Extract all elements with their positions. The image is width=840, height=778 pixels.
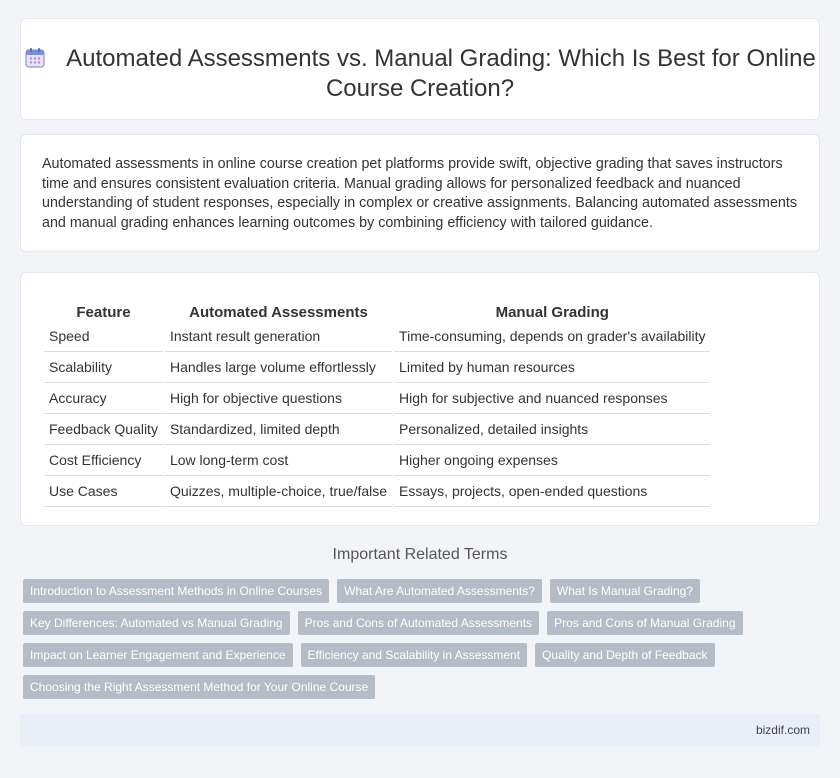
cell-manual: Time-consuming, depends on grader's availability [394, 321, 710, 352]
cell-automated: High for objective questions [165, 383, 392, 414]
calendar-icon [24, 47, 46, 69]
comparison-table [42, 295, 712, 507]
table-row [44, 352, 710, 383]
cell-feature: Accuracy [44, 383, 163, 414]
intro-paragraph: Automated assessments in online course creation pet platforms provide swift, objective grading that saves instructors time and ensures consistent evaluation criteria. Manual grading allows for personalized feedback and nuanced understanding of student responses, especially in complex or creative assignments. Balancing automated assessments and manual grading enhances learning outcomes by combining efficiency with tailored guidance. [42, 156, 797, 231]
related-term-link[interactable]: Introduction to Assessment Methods in Online Courses [23, 579, 329, 603]
table-row [44, 321, 710, 352]
table-row [44, 414, 710, 445]
related-term-link[interactable]: Key Differences: Automated vs Manual Grading [23, 611, 290, 635]
related-term-link[interactable]: Pros and Cons of Automated Assessments [298, 611, 539, 635]
related-term-link[interactable]: Efficiency and Scalability in Assessment [301, 643, 528, 667]
related-term-link[interactable]: Pros and Cons of Manual Grading [547, 611, 742, 635]
comparison-card [20, 272, 820, 526]
header-automated: Automated Assessments [189, 304, 368, 321]
related-terms-title: Important Related Terms [332, 546, 508, 563]
cell-feature: Use Cases [44, 476, 163, 507]
footer [20, 714, 820, 747]
cell-automated: Low long-term cost [165, 445, 392, 476]
cell-feature: Cost Efficiency [44, 445, 163, 476]
cell-automated: Quizzes, multiple-choice, true/false [165, 476, 392, 507]
related-term-link[interactable]: Impact on Learner Engagement and Experience [23, 643, 293, 667]
related-term-link[interactable]: What Is Manual Grading? [550, 579, 700, 603]
intro-card [20, 134, 820, 252]
related-term-link[interactable]: Choosing the Right Assessment Method for Your Online Course [23, 675, 375, 699]
cell-automated: Standardized, limited depth [165, 414, 392, 445]
cell-feature: Feedback Quality [44, 414, 163, 445]
cell-manual: Personalized, detailed insights [394, 414, 710, 445]
cell-manual: High for subjective and nuanced responses [394, 383, 710, 414]
page-title: Automated Assessments vs. Manual Grading: Which Is Best for Online Course Creation? [66, 45, 816, 102]
related-term-link[interactable]: What Are Automated Assessments? [337, 579, 542, 603]
cell-automated: Handles large volume effortlessly [165, 352, 392, 383]
cell-manual: Higher ongoing expenses [394, 445, 710, 476]
cell-automated: Instant result generation [165, 321, 392, 352]
table-row [44, 445, 710, 476]
related-term-link[interactable]: Quality and Depth of Feedback [535, 643, 714, 667]
footer-site-link[interactable]: bizdif.com [755, 723, 810, 737]
table-header-row [44, 295, 710, 321]
page-title-block [21, 44, 819, 104]
header-feature: Feature [76, 304, 131, 321]
cell-feature: Scalability [44, 352, 163, 383]
cell-manual: Limited by human resources [394, 352, 710, 383]
table-row [44, 476, 710, 507]
table-row [44, 383, 710, 414]
header-manual: Manual Grading [495, 304, 609, 321]
related-terms-list [23, 579, 783, 699]
cell-manual: Essays, projects, open-ended questions [394, 476, 710, 507]
title-card [20, 18, 820, 120]
cell-feature: Speed [44, 321, 163, 352]
